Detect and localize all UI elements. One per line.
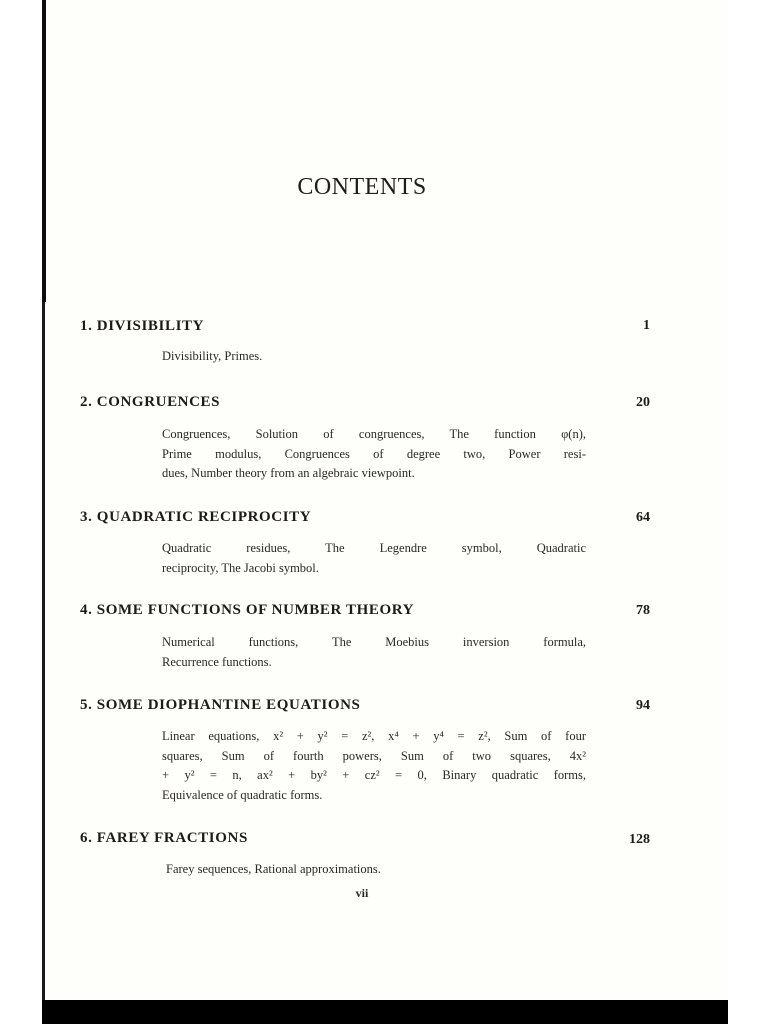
chapter-5-description-line: Linear equations, x² + y² = z², x⁴ + y⁴ = z², Sum of four bbox=[162, 729, 586, 743]
chapter-2-heading: 2. CONGRUENCES bbox=[80, 394, 221, 410]
chapter-5-page: 94 bbox=[636, 698, 650, 713]
bottom-shadow-bar bbox=[42, 1000, 728, 1024]
chapter-1-heading: 1. DIVISIBILITY bbox=[80, 318, 205, 334]
chapter-2-description bbox=[162, 425, 586, 484]
chapter-3-heading: 3. QUADRATIC RECIPROCITY bbox=[80, 509, 312, 525]
chapter-6-description-line: Farey sequences, Rational approximations. bbox=[166, 862, 381, 876]
chapter-1-description bbox=[162, 347, 586, 367]
chapter-3-description bbox=[162, 539, 586, 578]
chapter-2-description-line: Prime modulus, Congruences of degree two, Power resi- bbox=[162, 446, 586, 461]
chapter-5-description-line: + y² = n, ax² + by² + cz² = 0, Binary quadratic forms, bbox=[162, 768, 586, 782]
chapter-6-description bbox=[166, 860, 590, 880]
chapter-3-description-line: reciprocity, The Jacobi symbol. bbox=[162, 560, 319, 575]
chapter-5-description-line: squares, Sum of fourth powers, Sum of two squares, 4x² bbox=[162, 748, 586, 763]
chapter-2-description-line: dues, Number theory from an algebraic viewpoint. bbox=[162, 466, 415, 480]
chapter-6-heading: 6. FAREY FRACTIONS bbox=[80, 830, 248, 846]
chapter-4-description-line: Recurrence functions. bbox=[162, 654, 272, 669]
chapter-4-description bbox=[162, 633, 586, 672]
chapter-4-description-line: Numerical functions, The Moebius inversion formula, bbox=[162, 635, 586, 649]
chapter-3-description-line: Quadratic residues, The Legendre symbol, Quadratic bbox=[162, 541, 586, 555]
chapter-4-page: 78 bbox=[636, 603, 650, 618]
book-spine-edge bbox=[42, 302, 45, 1024]
left-margin bbox=[0, 0, 42, 1024]
chapter-4-heading: 4. SOME FUNCTIONS OF NUMBER THEORY bbox=[80, 602, 415, 618]
page-folio: vii bbox=[355, 886, 369, 900]
chapter-1-description-line: Divisibility, Primes. bbox=[162, 349, 263, 363]
chapter-2-description-line: Congruences, Solution of congruences, The function φ(n), bbox=[162, 427, 586, 441]
chapter-6-page: 128 bbox=[629, 832, 650, 847]
chapter-5-description-line: Equivalence of quadratic forms. bbox=[162, 787, 323, 802]
right-margin bbox=[726, 0, 768, 1024]
book-page bbox=[46, 0, 726, 1000]
chapter-5-heading: 5. SOME DIOPHANTINE EQUATIONS bbox=[80, 697, 361, 713]
page-title: CONTENTS bbox=[297, 174, 427, 200]
chapter-3-page: 64 bbox=[636, 510, 650, 525]
chapter-1-page: 1 bbox=[643, 318, 650, 333]
chapter-2-page: 20 bbox=[636, 395, 650, 410]
chapter-5-description bbox=[162, 727, 586, 805]
